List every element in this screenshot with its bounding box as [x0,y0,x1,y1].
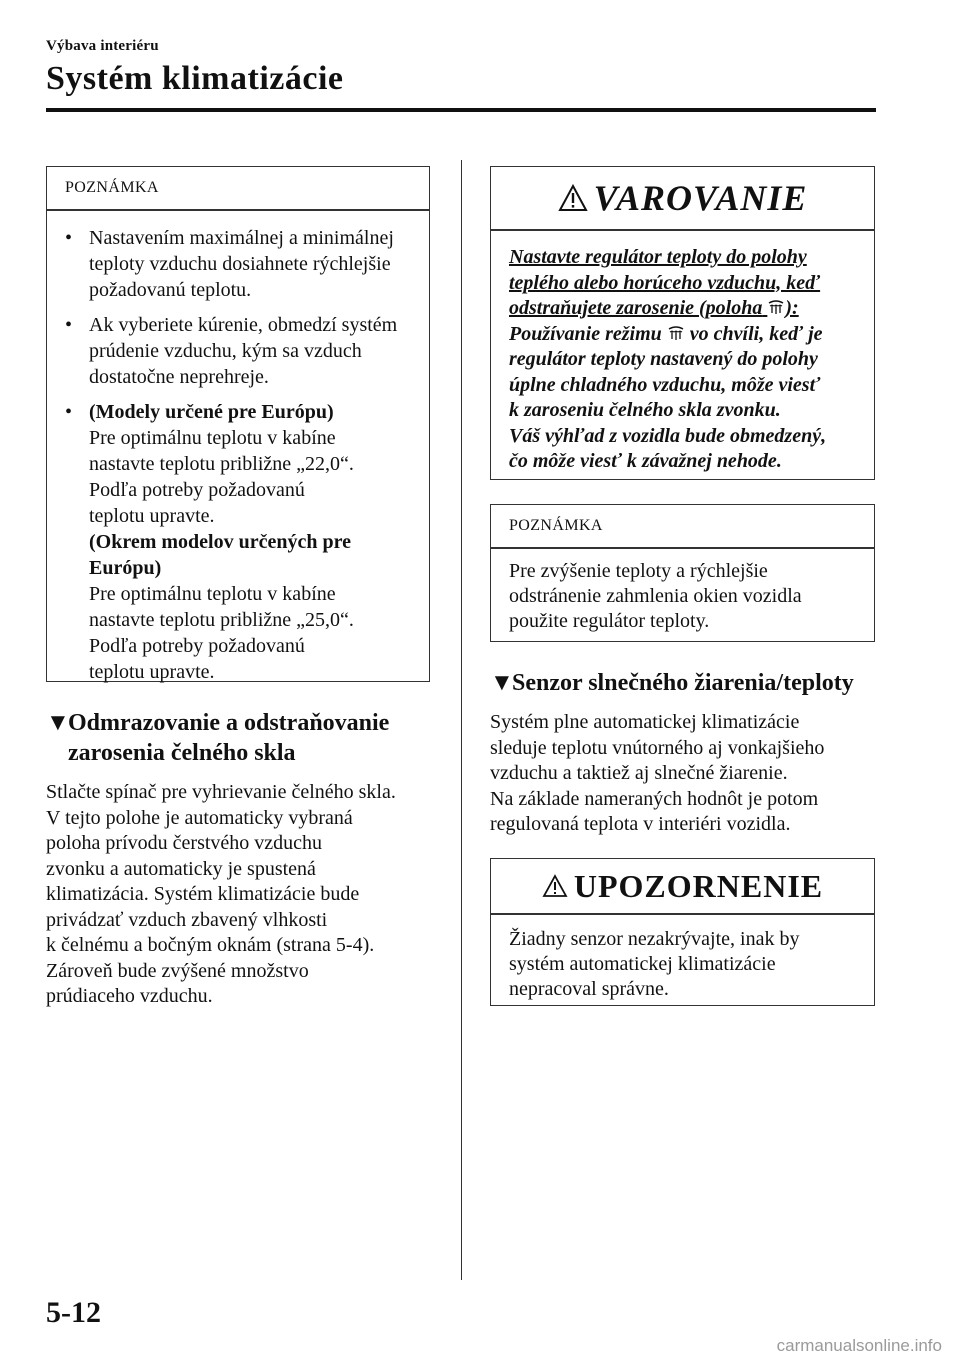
warning-separator [491,229,874,231]
warning-line: čo môže viesť k závažnej nehode. [509,450,782,472]
section-heading-line: Odmrazovanie a odstraňovanie [68,710,390,736]
warning-line: k zaroseniu čelného skla zvonku. [509,399,781,421]
section-body-sensor [490,710,890,838]
body-line: Systém plne automatickej klimatizácie [490,711,800,733]
windshield-defroster-icon [767,298,785,316]
warning-line: Váš výhľad z vozidla bude obmedzený, [509,424,827,447]
body-line: regulovaná teplota v interiéri vozidla. [490,813,791,835]
body-line: klimatizácia. Systém klimatizácie bude [46,883,360,905]
warning-line [509,296,869,322]
title-rule [46,108,876,112]
note-line: teplotu upravte. [89,660,215,683]
section-heading-sensor [490,668,890,698]
note-bullet [65,312,411,390]
warning-triangle-icon [558,184,588,212]
note-line: nastavte teplotu približne „25,0“. [89,608,354,631]
note-line: použite regulátor teploty. [509,609,710,632]
section-marker-icon: ▼ [46,710,70,736]
note-line: Pre optimálnu teplotu v kabíne [89,426,336,449]
warning-line-part: Používanie režimu [509,322,662,345]
note-line: Pre optimálnu teplotu v kabíne [89,582,336,605]
note-line: Podľa potreby požadovanú [89,478,305,501]
page-number: 5-12 [46,1296,101,1329]
bullet-icon: • [65,400,73,423]
note-box-2 [490,504,875,642]
warning-line: teplého alebo horúceho vzduchu, keď [509,271,821,294]
body-line: poloha prívodu čerstvého vzduchu [46,832,323,854]
warning-title-row [491,167,874,229]
warning-line: Nastavte regulátor teploty do polohy [509,246,807,268]
caution-line: nepracoval správne. [509,977,669,1000]
note-line: nastavte teplotu približne „22,0“. [89,452,354,475]
bullet-icon: • [65,226,73,249]
note-subheading: Európu) [89,556,162,579]
caution-title-row [491,859,874,913]
page-title: Systém klimatizácie [46,60,344,97]
body-line: privádzať vzduch zbavený vlhkosti [46,908,328,931]
note-line: Pre zvýšenie teploty a rýchlejšie [509,559,768,582]
body-line: prúdiaceho vzduchu. [46,985,213,1007]
section-marker-icon: ▼ [490,670,514,696]
warning-line-part: odstraňujete zarosenie (poloha [509,297,763,319]
note-line: teplotu upravte. [89,504,215,527]
body-line: V tejto polohe je automaticky vybraná [46,806,353,829]
note-heading: POZNÁMKA [65,179,159,196]
warning-line: regulátor teploty nastavený do polohy [509,348,818,370]
note-box-1 [46,166,430,682]
body-line: vzduchu a taktiež aj slnečné žiarenie. [490,762,788,784]
body-line: Zároveň bude zvýšené množstvo [46,959,309,982]
warning-line-part: vo chvíli, keď je [689,322,823,345]
note-line: Podľa potreby požadovanú [89,634,305,657]
windshield-defroster-icon [667,324,685,342]
warning-line-part: ): [785,297,799,319]
caution-line: systém automatickej klimatizácie [509,952,776,975]
body-line: Stlačte spínač pre vyhrievanie čelného skla. [46,781,396,803]
body-line: Na základe nameraných hodnôt je potom [490,787,819,810]
note-subheading: (Modely určené pre Európu) [89,400,334,423]
caution-box [490,858,875,1006]
warning-line [509,322,869,348]
section-heading-line: zarosenia čelného skla [68,740,296,766]
note-heading: POZNÁMKA [509,517,603,534]
bullet-icon: • [65,313,73,336]
caution-line: Žiadny senzor nezakrývajte, inak by [509,927,800,950]
note-bullet [65,399,411,685]
note-bullet-text: Ak vyberiete kúrenie, obmedzí systém prúdenie vzduchu, kým sa vzduch dostatočne neprehreje. [89,313,398,388]
breadcrumb: Výbava interiéru [46,38,159,54]
note-bullet [65,225,411,303]
section-body-defrost [46,780,446,1010]
warning-box [490,166,875,480]
section-heading-line: Senzor slnečného žiarenia/teploty [512,670,854,696]
note-bullet-text: Nastavením maximálnej a minimálnej teploty vzduchu dosiahnete rýchlejšie požadovanú teplotu. [89,226,394,301]
warning-text [509,245,869,475]
column-divider [461,160,462,1280]
watermark: carmanualsonline.info [776,1336,942,1355]
caution-title: UPOZORNENIE [573,868,824,904]
warning-line: úplne chladného vzduchu, môže viesť [509,373,821,396]
note-subheading: (Okrem modelov určených pre [89,530,352,553]
section-heading-defrost [46,708,446,768]
body-line: k čelnému a bočným oknám (strana 5-4). [46,934,375,956]
caution-triangle-icon [542,874,568,898]
warning-title: VAROVANIE [593,178,808,218]
body-line: zvonku a automaticky je spustená [46,857,316,880]
note-line: odstránenie zahmlenia okien vozidla [509,584,802,607]
body-line: sleduje teplotu vnútorného aj vonkajšieho [490,736,825,759]
